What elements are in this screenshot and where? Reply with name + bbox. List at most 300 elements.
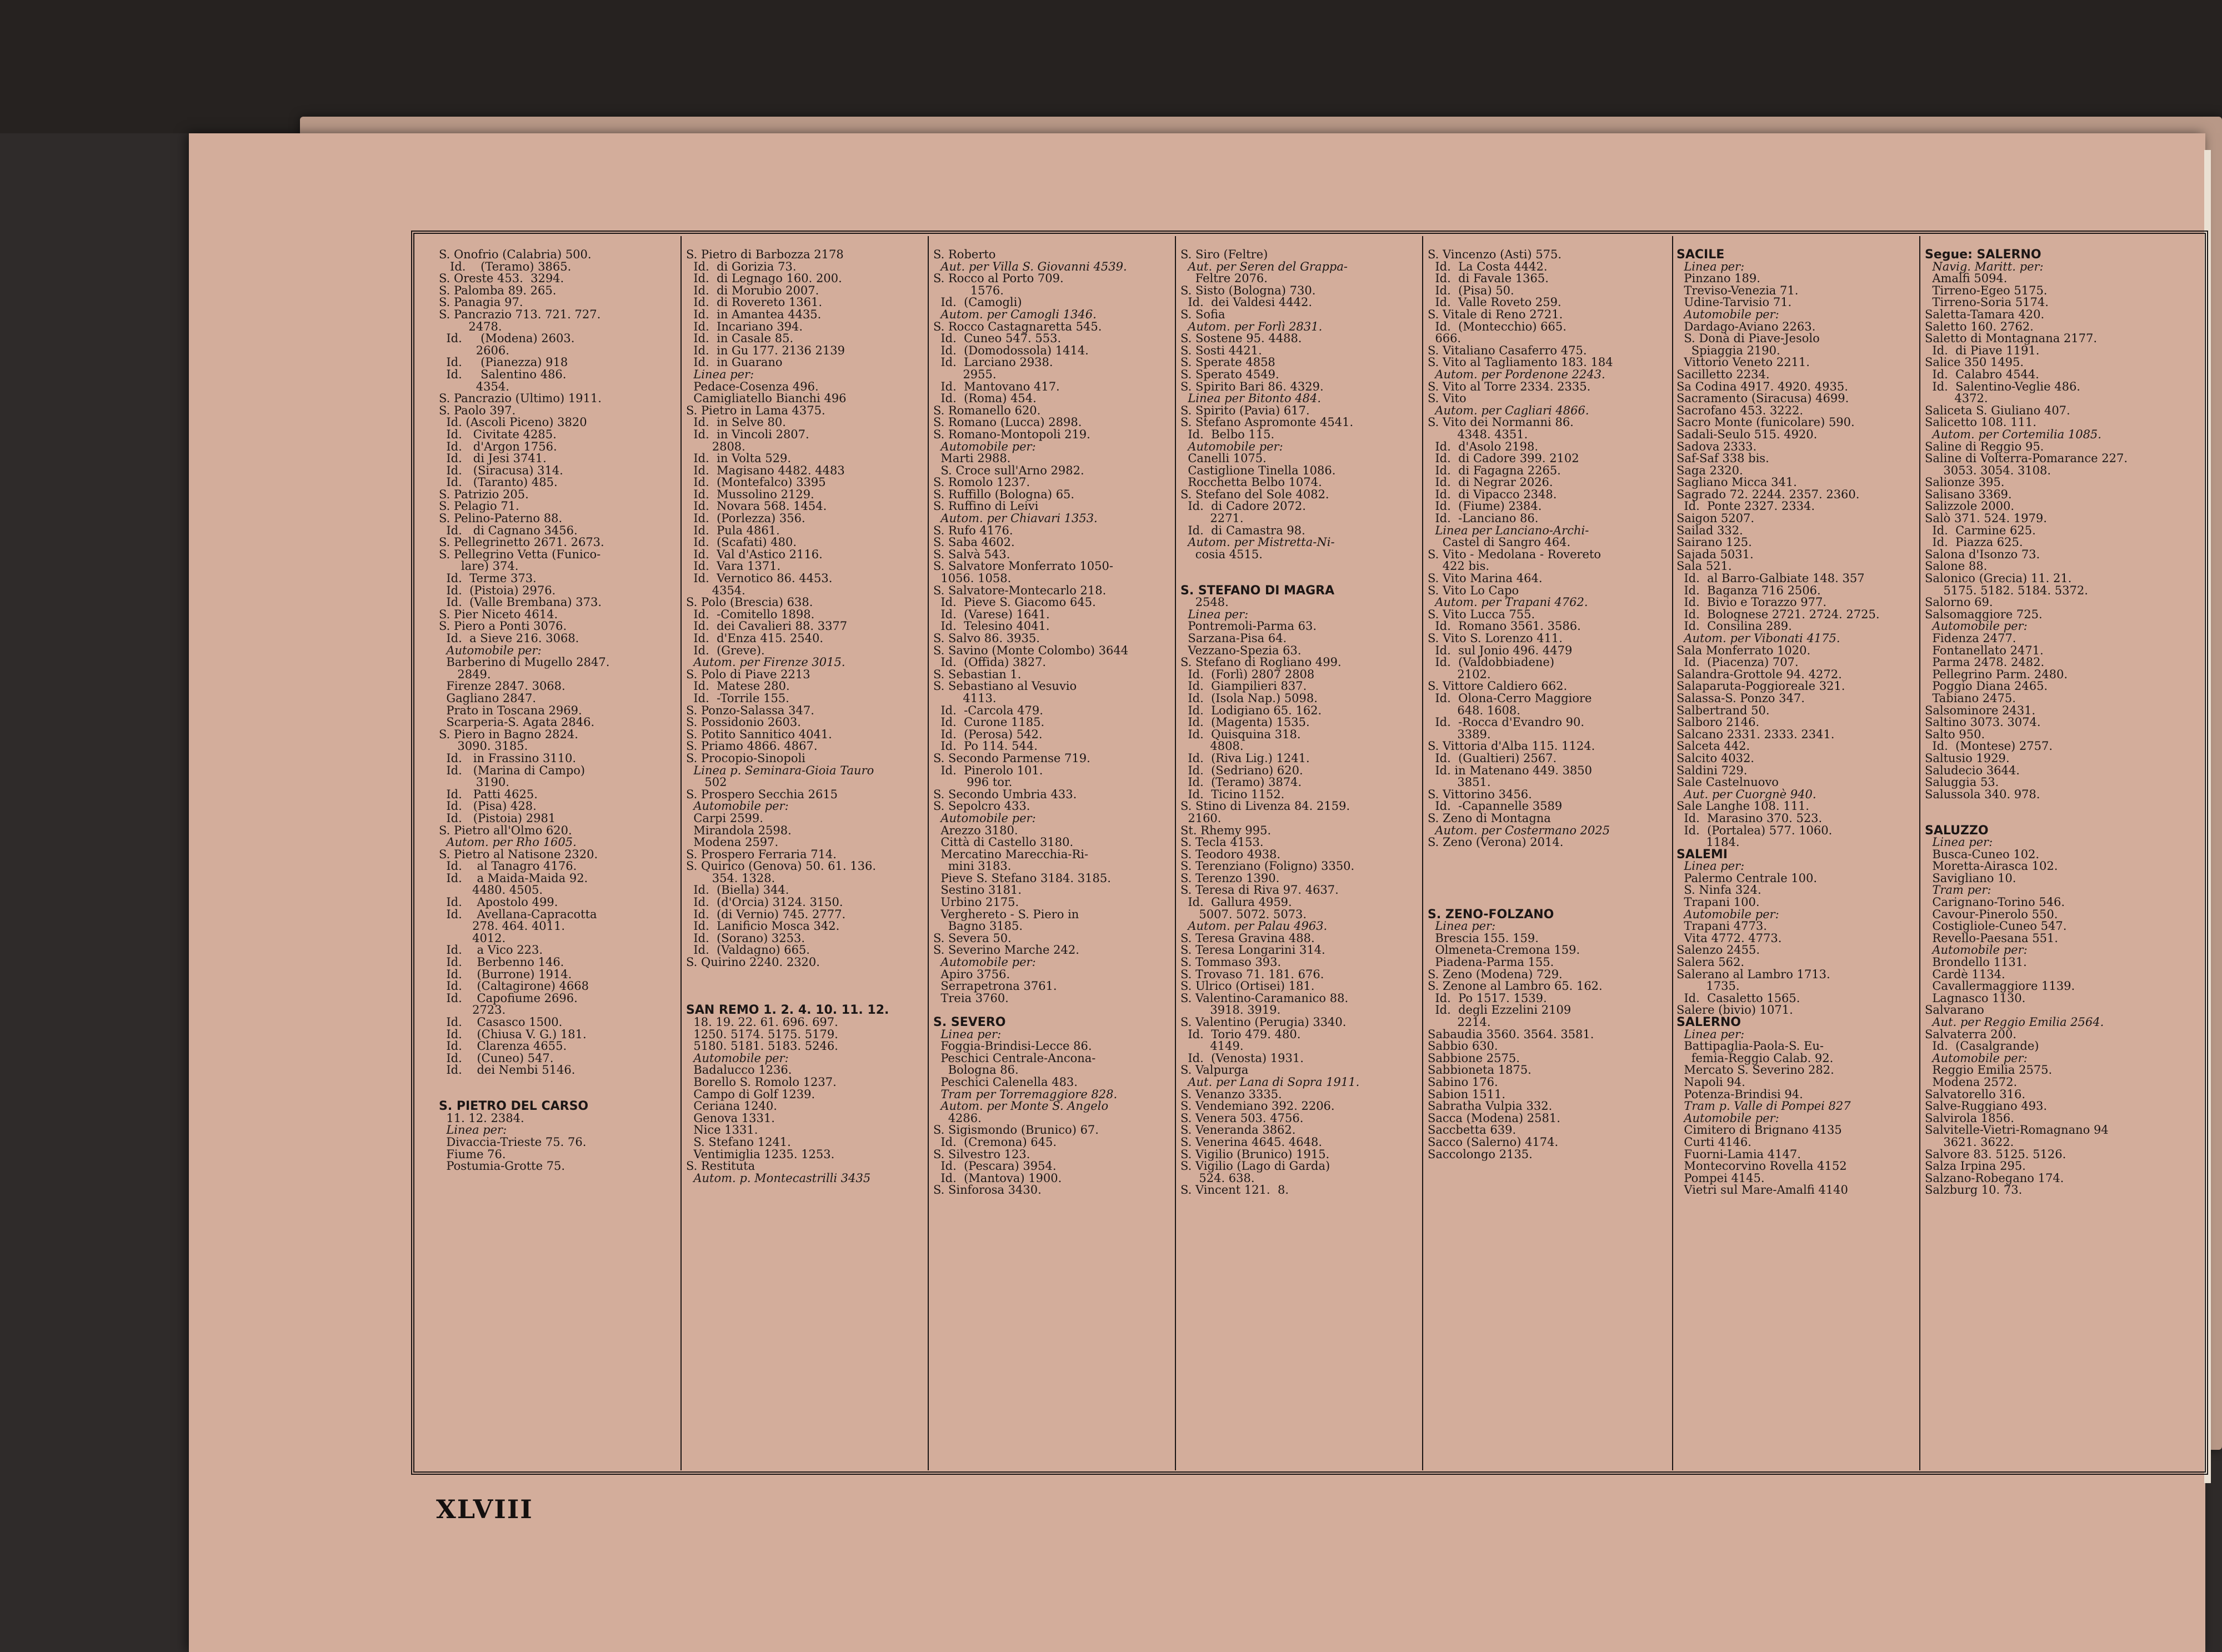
index-entry: S. Vito: [1428, 392, 1467, 406]
index-entry: Badalucco 1236.: [686, 1063, 792, 1077]
index-entry: Salerano al Lambro 1713.: [1676, 967, 1830, 981]
index-entry: S. Venanzo 3335.: [1180, 1087, 1282, 1101]
index-entry: 4286.: [933, 1111, 982, 1125]
index-entry: Id. a Vico 223.: [439, 943, 543, 957]
index-entry: Id. Cuneo 547. 553.: [933, 332, 1062, 346]
index-entry: S. Severino Marche 242.: [933, 943, 1079, 957]
index-entry: S. Zeno (Modena) 729.: [1428, 967, 1563, 981]
index-entry: Linea per:: [1676, 859, 1745, 873]
index-entry: Id. d'Enza 415. 2540.: [686, 632, 823, 645]
index-entry: [1428, 884, 1669, 897]
index-entry: 4372.: [1925, 392, 1988, 406]
index-entry: Salsominore 2431.: [1925, 703, 2036, 717]
index-entry: Id. (Montecchio) 665.: [1428, 319, 1567, 333]
index-entry: [686, 969, 925, 981]
index-entry: Sacrofano 453. 3222.: [1676, 403, 1804, 417]
index-entry: Id. Salentino 486.: [439, 367, 567, 381]
index-entry: S. Vincent 121. 8.: [1180, 1183, 1289, 1197]
index-entry: S. Secondo Parmense 719.: [933, 751, 1090, 765]
index-entry: S. Rocco al Porto 709.: [933, 272, 1064, 286]
index-entry: Id. Vara 1371.: [686, 559, 781, 573]
index-entry: Id. in Selve 80.: [686, 415, 786, 429]
index-column-5: [1428, 249, 1669, 1465]
index-entry: Divaccia-Trieste 75. 76.: [439, 1135, 587, 1149]
index-entry: Id. (Portalea) 577. 1060.: [1676, 823, 1833, 837]
index-entry: Salera 562.: [1676, 955, 1745, 969]
index-entry: Firenze 2847. 3068.: [439, 679, 565, 693]
index-entry: Autom. per Forlì 2831.: [1180, 319, 1323, 333]
index-entry: Saline di Reggio 95.: [1925, 439, 2044, 453]
index-entry: Aut. per Lana di Sopra 1911.: [1180, 1075, 1360, 1089]
index-entry: S. Pietro in Lama 4375.: [686, 403, 825, 417]
index-entry: Id. Valle Roveto 259.: [1428, 296, 1562, 309]
index-entry: 4149.: [1180, 1039, 1244, 1053]
index-entry: Urbino 2175.: [933, 895, 1019, 909]
index-entry: Tram per:: [1925, 883, 1991, 897]
index-entry: Salsomaggiore 725.: [1925, 607, 2043, 621]
index-entry: Id. di Cadore 399. 2102: [1428, 452, 1579, 465]
index-entry: Napoli 94.: [1676, 1075, 1745, 1089]
index-entry: Id. Bivio e Torazzo 977.: [1676, 595, 1827, 609]
index-entry: Id. (Offida) 3827.: [933, 655, 1047, 669]
index-entry: Id. Avellana-Capracotta: [439, 907, 597, 921]
index-entry: [1925, 800, 2203, 813]
index-entry: [1428, 849, 1669, 861]
index-entry: Id. -Carcola 479.: [933, 703, 1043, 717]
index-entry: Id. Curone 1185.: [933, 715, 1045, 729]
index-entry: S. Venera 503. 4756.: [1180, 1111, 1304, 1125]
index-entry: Id. Mantovano 417.: [933, 379, 1060, 393]
index-entry: S. Roberto: [933, 249, 996, 261]
index-entry: femia-Reggio Calab. 92.: [1676, 1051, 1834, 1065]
index-entry: Salice 350 1495.: [1925, 356, 2024, 369]
index-entry: Piadena-Parma 155.: [1428, 955, 1554, 969]
index-entry: SALUZZO: [1925, 823, 1989, 838]
index-entry: S. Sepolcro 433.: [933, 799, 1030, 813]
index-entry: Sacramento (Siracusa) 4699.: [1676, 392, 1849, 406]
index-entry: Id. (Valdagno) 665.: [686, 943, 810, 957]
index-entry: S. Savino (Monte Colombo) 3644: [933, 643, 1129, 657]
index-entry: Saltusio 1929.: [1925, 751, 2010, 765]
index-entry: Id. (Pescara) 3954.: [933, 1159, 1057, 1173]
index-entry: Salcito 4032.: [1676, 751, 1754, 765]
index-entry: 502: [686, 775, 727, 789]
index-entry: Id. sul Jonio 496. 4479: [1428, 643, 1573, 657]
index-entry: Id. Marasino 370. 523.: [1676, 811, 1823, 825]
index-entry: Linea per:: [439, 1123, 507, 1137]
index-entry: Id. Vernotico 86. 4453.: [686, 572, 833, 585]
index-entry: 1576.: [933, 283, 1004, 297]
index-entry: 996 tor.: [933, 775, 1013, 789]
index-entry: Salbertrand 50.: [1676, 703, 1770, 717]
index-entry: Marti 2988.: [933, 452, 1011, 465]
index-entry: S. Spirito Bari 86. 4329.: [1180, 379, 1324, 393]
index-entry: 4348. 4351.: [1428, 427, 1528, 441]
index-entry: 18. 19. 22. 61. 696. 697.: [686, 1015, 838, 1029]
index-entry: Linea per Lanciano-Archi-: [1428, 523, 1589, 537]
index-entry: Autom. per Costermano 2025: [1428, 823, 1610, 837]
index-entry: Salvatorello 316.: [1925, 1087, 2026, 1101]
index-entry: Automobile per:: [439, 643, 542, 657]
index-column-2: [686, 249, 925, 1465]
index-entry: Id. (Burrone) 1914.: [439, 967, 572, 981]
index-entry: S. Tecla 4153.: [1180, 835, 1264, 849]
index-entry: S. Valentino-Caramanico 88.: [1180, 991, 1349, 1005]
index-entry: 4480. 4505.: [439, 883, 543, 897]
index-entry: Fiume 76.: [439, 1147, 506, 1161]
index-entry: Id. (Siracusa) 314.: [439, 463, 563, 477]
column-rule: [680, 236, 682, 1470]
index-entry: Salizzole 2000.: [1925, 499, 2015, 513]
index-entry: Saletto 160. 2762.: [1925, 319, 2034, 333]
index-entry: S. Salvatore-Montecarlo 218.: [933, 583, 1107, 597]
index-entry: Modena 2572.: [1925, 1075, 2018, 1089]
index-entry: S. Salvatore Monferrato 1050-: [933, 559, 1113, 573]
index-entry: 5007. 5072. 5073.: [1180, 907, 1307, 921]
index-entry: Rocchetta Belbo 1074.: [1180, 475, 1322, 489]
index-entry: Salve-Ruggiano 493.: [1925, 1099, 2048, 1113]
index-entry: Id. Casasco 1500.: [439, 1015, 563, 1029]
index-entry: S. Paolo 397.: [439, 403, 516, 417]
index-entry: 3621. 3622.: [1925, 1135, 2014, 1149]
index-entry: Id. (Montefalco) 3395: [686, 475, 826, 489]
index-entry: Id. Bolognese 2721. 2724. 2725.: [1676, 607, 1880, 621]
index-entry: Id. (Varese) 1641.: [933, 607, 1050, 621]
index-entry: Salenzo 2455.: [1676, 943, 1760, 957]
index-entry: 3389.: [1428, 727, 1491, 741]
index-entry: S. SEVERO: [933, 1015, 1006, 1029]
index-entry: Id. di Negrar 2026.: [1428, 475, 1553, 489]
index-entry: Savigliano 10.: [1925, 871, 2016, 885]
index-entry: S. Siro (Feltre): [1180, 249, 1268, 261]
index-entry: Id. Clarenza 4655.: [439, 1039, 567, 1053]
index-entry: Curti 4146.: [1676, 1135, 1751, 1149]
index-entry: Id. (d'Orcia) 3124. 3150.: [686, 895, 843, 909]
index-entry: S. Polo (Brescia) 638.: [686, 595, 813, 609]
index-entry: S. Pancrazio 713. 721. 727.: [439, 307, 601, 321]
index-entry: Id. Carmine 625.: [1925, 523, 2036, 537]
index-entry: S. Pier Niceto 4614.: [439, 607, 558, 621]
index-entry: Ceriana 1240.: [686, 1099, 777, 1113]
index-entry: Id. Pula 4861.: [686, 523, 780, 537]
index-entry: S. Veneranda 3862.: [1180, 1123, 1296, 1137]
index-entry: Automobile per:: [1925, 1051, 2028, 1065]
index-entry: S. Prospero Secchia 2615: [686, 787, 838, 801]
index-entry: S. Stefano di Rogliano 499.: [1180, 655, 1342, 669]
index-entry: Postumia-Grotte 75.: [439, 1159, 565, 1173]
index-entry: Id. di Piave 1191.: [1925, 343, 2040, 357]
index-entry: Saga 2320.: [1676, 463, 1743, 477]
index-entry: Id. (Caltagirone) 4668: [439, 979, 589, 993]
page-number: XLVIII: [436, 1494, 533, 1524]
index-entry: S. Teresa Longarini 314.: [1180, 943, 1325, 957]
index-entry: Id. Belbo 115.: [1180, 427, 1275, 441]
index-entry: S. Sperate 4858: [1180, 356, 1275, 369]
index-entry: Sabratha Vulpia 332.: [1428, 1099, 1553, 1113]
index-entry: Salvore 83. 5125. 5126.: [1925, 1147, 2066, 1161]
index-entry: Autom. per Vibonati 4175.: [1676, 632, 1840, 645]
index-entry: S. Onofrio (Calabria) 500.: [439, 249, 592, 261]
index-entry: S. Secondo Umbria 433.: [933, 787, 1077, 801]
index-entry: Vietri sul Mare-Amalfi 4140: [1676, 1183, 1848, 1197]
index-entry: Id. in Vincoli 2807.: [686, 427, 809, 441]
index-entry: 5175. 5182. 5184. 5372.: [1925, 583, 2088, 597]
index-entry: 3090. 3185.: [439, 739, 528, 753]
index-entry: Salò 371. 524. 1979.: [1925, 512, 2047, 525]
index-entry: Automobile per:: [1676, 307, 1779, 321]
index-entry: Id. di Legnago 160. 200.: [686, 272, 842, 286]
index-entry: Id. (Scafati) 480.: [686, 535, 797, 549]
index-column-1: [439, 249, 678, 1465]
index-entry: 1184.: [1676, 835, 1740, 849]
index-entry: Id. (Cremona) 645.: [933, 1135, 1057, 1149]
index-entry: Automobile per:: [1180, 439, 1283, 453]
index-entry: Id. dei Valdesi 4442.: [1180, 296, 1313, 309]
index-entry: Id. (Casalgrande): [1925, 1039, 2039, 1053]
index-entry: Id. Patti 4625.: [439, 787, 538, 801]
index-entry: Autom. per Cortemilia 1085.: [1925, 427, 2101, 441]
index-entry: S. Salvo 86. 3935.: [933, 632, 1040, 645]
index-entry: Id. Quisquina 318.: [1180, 727, 1301, 741]
index-entry: Nice 1331.: [686, 1123, 758, 1137]
index-entry: Salisano 3369.: [1925, 487, 2012, 501]
index-entry: SALEMI: [1676, 847, 1728, 862]
index-column-4: [1180, 249, 1419, 1465]
index-entry: Sala Monferrato 1020.: [1676, 643, 1811, 657]
index-entry: Id. Terme 373.: [439, 572, 537, 585]
index-entry: Serrapetrona 3761.: [933, 979, 1057, 993]
index-entry: Sajada 5031.: [1676, 547, 1754, 561]
index-entry: Saf-Saf 338 bis.: [1676, 452, 1769, 465]
index-entry: Mirandola 2598.: [686, 823, 792, 837]
index-entry: Id. (Riva Lig.) 1241.: [1180, 751, 1310, 765]
index-entry: S. Stefano Aspromonte 4541.: [1180, 415, 1354, 429]
index-entry: Aut. per Cuorgnè 940.: [1676, 787, 1816, 801]
index-entry: Saigon 5207.: [1676, 512, 1755, 525]
index-entry: Salere (bivio) 1071.: [1676, 1003, 1793, 1017]
index-entry: Foggia-Brindisi-Lecce 86.: [933, 1039, 1092, 1053]
index-entry: Moretta-Airasca 102.: [1925, 859, 2058, 873]
index-entry: S. Stino di Livenza 84. 2159.: [1180, 799, 1350, 813]
index-entry: S. Vigilio (Brunico) 1915.: [1180, 1147, 1330, 1161]
index-entry: Sestino 3181.: [933, 883, 1022, 897]
index-entry: S. Vittorino 3456.: [1428, 787, 1532, 801]
index-entry: Id. (Montese) 2757.: [1925, 739, 2053, 753]
index-entry: Id. -Lanciano 86.: [1428, 512, 1539, 525]
index-entry: Id. Matese 280.: [686, 679, 790, 693]
index-entry: 5180. 5181. 5183. 5246.: [686, 1039, 838, 1053]
index-entry: S. Ulrico (Ortisei) 181.: [1180, 979, 1315, 993]
column-rule: [928, 236, 929, 1470]
index-entry: Battipaglia-Paola-S. Eu-: [1676, 1039, 1824, 1053]
index-entry: 4808.: [1180, 739, 1244, 753]
index-entry: Arezzo 3180.: [933, 823, 1018, 837]
index-entry: S. Patrizio 205.: [439, 487, 529, 501]
index-entry: Busca-Cuneo 102.: [1925, 847, 2040, 861]
index-entry: Id. al Barro-Galbiate 148. 357: [1676, 572, 1865, 585]
index-entry: Id. Po 1517. 1539.: [1428, 991, 1547, 1005]
index-entry: 3053. 3054. 3108.: [1925, 463, 2051, 477]
index-entry: Segue: SALERNO: [1925, 249, 2041, 262]
index-entry: Sacro Monte (funicolare) 590.: [1676, 415, 1855, 429]
index-entry: Sabbioneta 1875.: [1428, 1063, 1532, 1077]
index-entry: Automobile per:: [1676, 907, 1779, 921]
index-entry: Aut. per Seren del Grappa-: [1180, 259, 1348, 273]
index-entry: Poggio Diana 2465.: [1925, 679, 2048, 693]
index-entry: 4354.: [686, 583, 745, 597]
index-entry: 1250. 5174. 5175. 5179.: [686, 1027, 838, 1041]
index-entry: Id. (Fiume) 2384.: [1428, 499, 1542, 513]
index-entry: Id. di Fagagna 2265.: [1428, 463, 1561, 477]
index-entry: S. Valpurga: [1180, 1063, 1249, 1077]
index-entry: 2160.: [1180, 811, 1222, 825]
index-entry: Id. Giampilieri 837.: [1180, 679, 1307, 693]
index-entry: Saletto di Montagnana 2177.: [1925, 332, 2098, 346]
index-entry: S. Sinforosa 3430.: [933, 1183, 1042, 1197]
index-entry: Pedace-Cosenza 496.: [686, 379, 819, 393]
index-entry: Id. (Mantova) 1900.: [933, 1171, 1062, 1185]
index-entry: S. Piero in Bagno 2824.: [439, 727, 578, 741]
index-entry: Id. Larciano 2938.: [933, 356, 1053, 369]
index-entry: Salzano-Robegano 174.: [1925, 1171, 2064, 1185]
index-entry: Salionze 395.: [1925, 475, 2005, 489]
index-entry: Aut. per Reggio Emilia 2564.: [1925, 1015, 2104, 1029]
index-entry: S. Quirino 2240. 2320.: [686, 955, 820, 969]
index-entry: Sabbio 630.: [1428, 1039, 1498, 1053]
index-entry: Id. Telesino 4041.: [933, 619, 1050, 633]
index-entry: Id. La Costa 4442.: [1428, 259, 1548, 273]
index-entry: Id. Pieve S. Giacomo 645.: [933, 595, 1096, 609]
index-entry: Cavallermaggiore 1139.: [1925, 979, 2075, 993]
index-entry: Automobile per:: [1925, 943, 2028, 957]
index-entry: S. Sosti 4421.: [1180, 343, 1262, 357]
index-entry: Autom. per Cagliari 4866.: [1428, 403, 1589, 417]
index-entry: Prato in Toscana 2969.: [439, 703, 582, 717]
index-entry: 2214.: [1428, 1015, 1491, 1029]
index-entry: Id. Incariano 394.: [686, 319, 803, 333]
index-entry: Autom. p. Montecastrilli 3435: [686, 1171, 871, 1185]
index-entry: Id. (Ascoli Piceno) 3820: [439, 415, 587, 429]
index-entry: S. Vitale di Reno 2721.: [1428, 307, 1563, 321]
index-entry: 2548.: [1180, 595, 1229, 609]
index-entry: S. Silvestro 123.: [933, 1147, 1030, 1161]
index-entry: Autom. per Pordenone 2243.: [1428, 367, 1605, 381]
index-entry: Id. in Gu 177. 2136 2139: [686, 343, 845, 357]
index-entry: Id. Romano 3561. 3586.: [1428, 619, 1581, 633]
index-entry: Id. (Pisa) 428.: [439, 799, 537, 813]
index-entry: S. Sisto (Bologna) 730.: [1180, 283, 1316, 297]
index-entry: 4012.: [439, 931, 506, 945]
index-entry: Id. (Modena) 2603.: [439, 332, 575, 346]
index-entry: 2723.: [439, 1003, 506, 1017]
index-entry: Brondello 1131.: [1925, 955, 2027, 969]
index-entry: Id. (Pianezza) 918: [439, 356, 568, 369]
index-entry: Vittorio Veneto 2211.: [1676, 356, 1810, 369]
index-entry: S. Sebastiano al Vesuvio: [933, 679, 1077, 693]
index-entry: Pontremoli-Parma 63.: [1180, 619, 1317, 633]
index-entry: Sairano 125.: [1676, 535, 1752, 549]
index-entry: S. Ponzo-Salassa 347.: [686, 703, 814, 717]
index-entry: 2271.: [1180, 512, 1244, 525]
index-entry: Id. Val d'Astico 2116.: [686, 547, 823, 561]
index-entry: S. Croce sull'Arno 2982.: [933, 463, 1084, 477]
index-entry: Salvarano: [1925, 1003, 1984, 1017]
index-entry: Id. in Casale 85.: [686, 332, 794, 346]
index-entry: S. Procopio-Sinopoli: [686, 751, 805, 765]
index-entry: S. Pellegrino Vetta (Funico-: [439, 547, 601, 561]
index-entry: Castiglione Tinella 1086.: [1180, 463, 1336, 477]
index-entry: Costigliole-Cuneo 547.: [1925, 919, 2067, 933]
index-entry: Automobile per:: [686, 799, 789, 813]
index-entry: Udine-Tarvisio 71.: [1676, 296, 1792, 309]
index-entry: S. Pietro di Barbozza 2178: [686, 249, 844, 261]
index-entry: Sacca (Modena) 2581.: [1428, 1111, 1560, 1125]
index-entry: Saccolongo 2135.: [1428, 1147, 1533, 1161]
index-entry: Mercatino Marecchia-Ri-: [933, 847, 1089, 861]
index-entry: Id. (Valle Brembana) 373.: [439, 595, 602, 609]
index-entry: Salvirola 1856.: [1925, 1111, 2014, 1125]
index-entry: Id. (Porlezza) 356.: [686, 512, 805, 525]
index-entry: S. Ninfa 324.: [1676, 883, 1761, 897]
column-rule: [1175, 236, 1176, 1470]
index-entry: lare) 374.: [439, 559, 519, 573]
index-entry: S. Zenone al Lambro 65. 162.: [1428, 979, 1603, 993]
index-entry: Autom. per Firenze 3015.: [686, 655, 845, 669]
index-entry: Dardago-Aviano 2263.: [1676, 319, 1816, 333]
index-entry: Fuorni-Lamia 4147.: [1676, 1147, 1801, 1161]
index-entry: SALERNO: [1676, 1015, 1741, 1029]
index-entry: Id. (Magenta) 1535.: [1180, 715, 1310, 729]
index-entry: Automobile per:: [1676, 1111, 1779, 1125]
index-entry: S. Sigismondo (Brunico) 67.: [933, 1123, 1099, 1137]
index-entry: Id. Olona-Cerro Maggiore: [1428, 691, 1592, 705]
index-entry: Linea per:: [1925, 835, 1993, 849]
index-entry: S. Restituta: [686, 1159, 755, 1173]
index-entry: Canelli 1075.: [1180, 452, 1267, 465]
index-entry: Linea per:: [1676, 259, 1745, 273]
index-entry: S. Rocco Castagnaretta 545.: [933, 319, 1102, 333]
index-entry: Id. -Torrile 155.: [686, 691, 789, 705]
column-rule: [1919, 236, 1920, 1470]
index-entry: Id. Pinerolo 101.: [933, 763, 1043, 777]
index-entry: Linea per:: [933, 1027, 1002, 1041]
index-entry: S. Romano (Lucca) 2898.: [933, 415, 1082, 429]
index-entry: S. Valentino (Perugia) 3340.: [1180, 1015, 1347, 1029]
index-entry: Id. Po 114. 544.: [933, 739, 1038, 753]
index-entry: Linea per:: [1180, 607, 1249, 621]
index-entry: Sagrado 72. 2244. 2357. 2360.: [1676, 487, 1860, 501]
index-entry: 3918. 3919.: [1180, 1003, 1281, 1017]
index-entry: Salone 88.: [1925, 559, 1988, 573]
index-entry: Id. (Sorano) 3253.: [686, 931, 805, 945]
index-entry: Autom. per Monte S. Angelo: [933, 1099, 1109, 1113]
index-entry: Fontanellato 2471.: [1925, 643, 2044, 657]
index-entry: S. Romano-Montopoli 219.: [933, 427, 1090, 441]
index-entry: Automobile per:: [933, 811, 1036, 825]
index-entry: Id. Novara 568. 1454.: [686, 499, 827, 513]
index-entry: Salorno 69.: [1925, 595, 1993, 609]
index-entry: Tram p. Valle di Pompei 827: [1676, 1099, 1851, 1113]
index-entry: S. Terenziano (Foligno) 3350.: [1180, 859, 1355, 873]
index-entry: Id. Gallura 4959.: [1180, 895, 1292, 909]
index-entry: Linea per:: [1428, 919, 1496, 933]
index-entry: St. Rhemy 995.: [1180, 823, 1272, 837]
index-entry: S. Zeno (Verona) 2014.: [1428, 835, 1564, 849]
index-entry: 648. 1608.: [1428, 703, 1520, 717]
index-entry: S. Teresa di Riva 97. 4637.: [1180, 883, 1339, 897]
index-entry: Sabion 1511.: [1428, 1087, 1506, 1101]
index-entry: Amalfi 5094.: [1925, 272, 2008, 286]
